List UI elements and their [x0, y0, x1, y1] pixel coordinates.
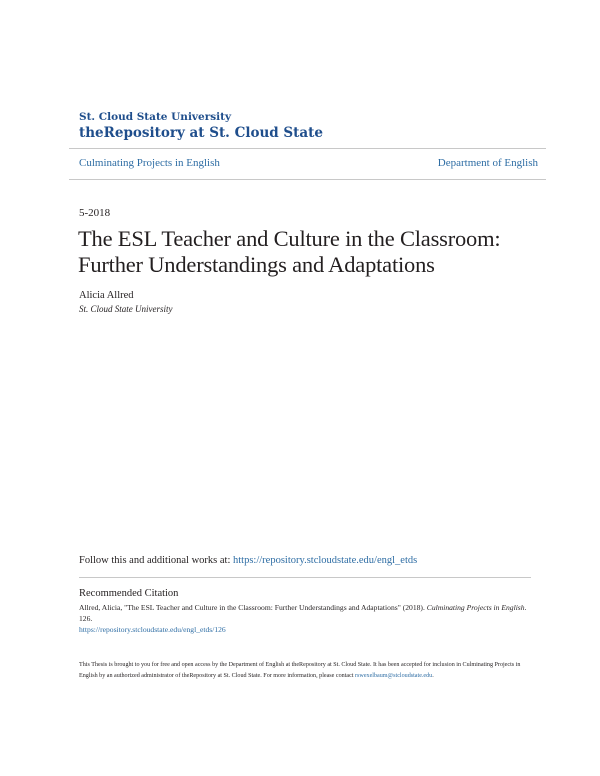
divider	[69, 148, 546, 149]
citation-journal: Culminating Projects in English	[426, 603, 525, 612]
repository-name[interactable]: theRepository at St. Cloud State	[79, 125, 323, 141]
recommended-citation-heading: Recommended Citation	[79, 588, 179, 599]
citation-url-link[interactable]: https://repository.stcloudstate.edu/engl_etds/126	[79, 625, 226, 634]
university-name[interactable]: St. Cloud State University	[79, 111, 232, 123]
citation-body: Allred, Alicia, "The ESL Teacher and Culture in the Classroom: Further Understandings and Adaptations" (2018).	[79, 603, 427, 612]
access-notice	[79, 660, 539, 681]
citation-tail: . 126.	[79, 603, 527, 623]
author-affiliation: St. Cloud State University	[79, 304, 173, 314]
document-title: The ESL Teacher and Culture in the Classroom: Further Understandings and Adaptations	[78, 226, 501, 277]
contact-email-link[interactable]: rswexelbaum@stcloudstate.edu	[355, 672, 433, 679]
follow-line	[79, 554, 417, 568]
notice-text: This Thesis is brought to you for free and open access by the Department of English at theRepository at St. Cloud State. It has been accepted for inclusion in Culminating Projects in English by an authorized administrator of theRepository at St. Cloud State. For more information, please contact	[79, 662, 521, 679]
notice-tail: .	[432, 672, 434, 679]
follow-label: Follow this and additional works at:	[79, 555, 233, 566]
divider	[69, 179, 546, 180]
divider	[79, 577, 531, 578]
collection-link[interactable]: Culminating Projects in English	[79, 157, 220, 169]
department-link[interactable]: Department of English	[437, 157, 538, 169]
publication-date: 5-2018	[79, 207, 111, 219]
citation-text	[79, 602, 534, 635]
author-name: Alicia Allred	[79, 290, 134, 301]
repository-header	[79, 111, 539, 142]
collection-url-link[interactable]: https://repository.stcloudstate.edu/engl_etds	[233, 555, 418, 566]
